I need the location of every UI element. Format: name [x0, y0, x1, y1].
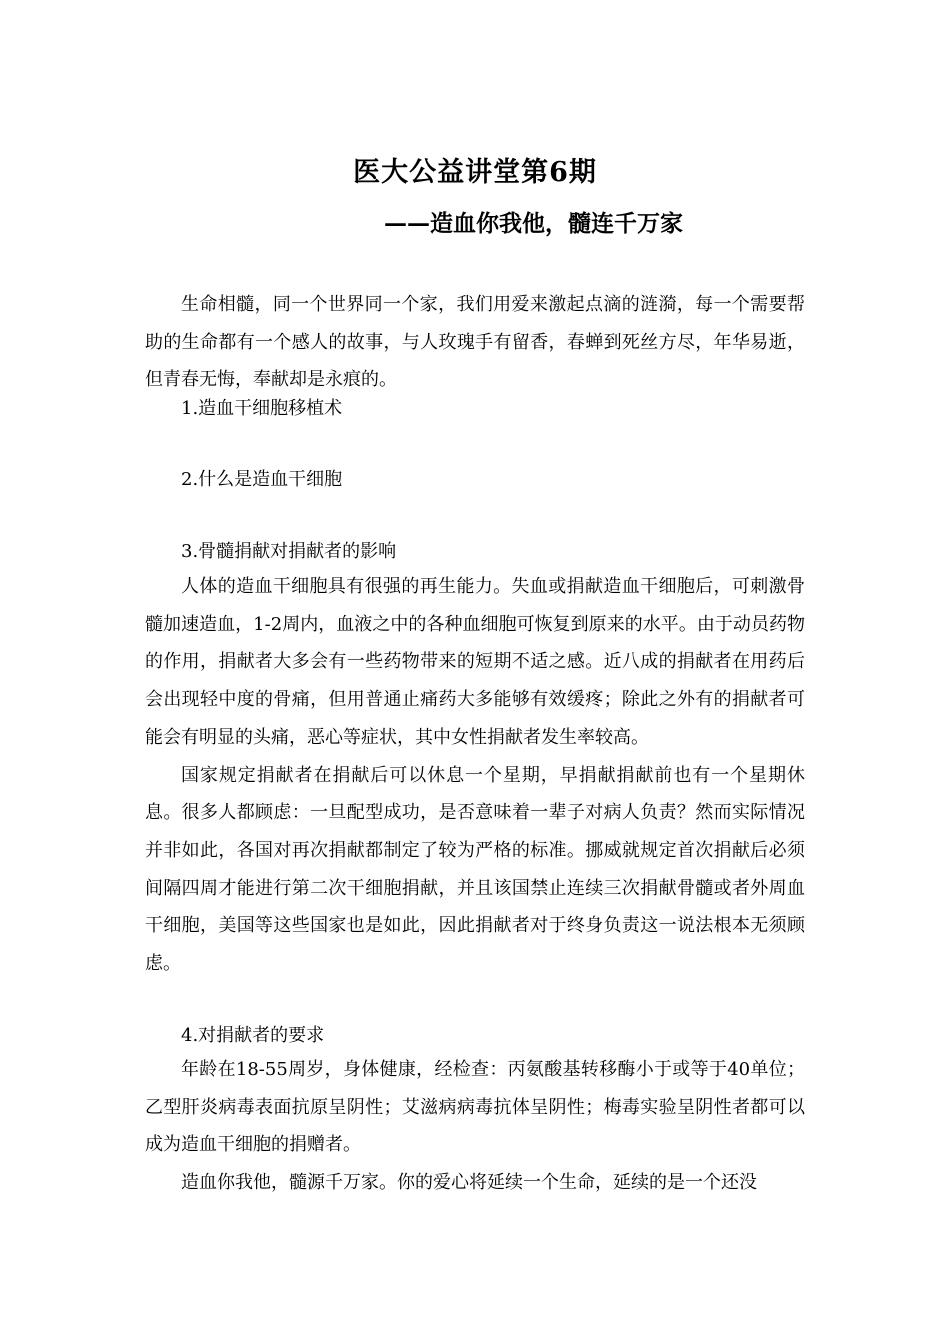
section-heading-4: 4.对捐献者的要求: [181, 1025, 325, 1046]
section-heading-3: 3.骨髓捐献对捐献者的影响: [181, 541, 397, 562]
section-4-body: [145, 1051, 805, 1202]
section-heading-1: 1.造血干细胞移植术: [181, 398, 343, 419]
intro-block: [145, 286, 805, 399]
section-3-paragraph-2: 国家规定捐献者在捐献后可以休息一个星期，早捐献捐献前也有一个星期休息。很多人都顾虑：一旦配型成功，是否意味着一辈子对病人负责？然而实际情况并非如此，各国对再次捐献都制定了较为严格的标准。挪威就规定首次捐献后必须间隔四周才能进行第二次干细胞捐献，并且该国禁止连续三次捐献骨髓或者外周血干细胞，美国等这些国家也是如此，因此捐献者对于终身负责这一说法根本无须顾虑。: [145, 764, 805, 975]
intro-paragraph: 生命相髓，同一个世界同一个家，我们用爱来激起点滴的涟漪，每一个需要帮助的生命都有一个感人的故事，与人玫瑰手有留香，春蝉到死丝方尽，年华易逝，但青春无悔，奉献却是永痕的。: [145, 294, 805, 391]
section-4-paragraph-2: 造血你我他，髓源千万家。你的爱心将延续一个生命，延续的是一个还没: [181, 1172, 757, 1194]
page-subtitle: ——造血你我他，髓连千万家: [384, 210, 683, 237]
section-heading-2: 2.什么是造血干细胞: [181, 469, 343, 490]
section-3-paragraph-1: 人体的造血干细胞具有很强的再生能力。失血或捐献造血干细胞后，可刺激骨髓加速造血，1-2周内，血液之中的各种血细胞可恢复到原来的水平。由于动员药物的作用，捐献者大多会有一些药物带来的短期不适之感。近八成的捐献者在用药后会出现轻中度的骨痛，但用普通止痛药大多能够有效缓疼；除此之外有的捐献者可能会有明显的头痛，恶心等症状，其中女性捐献者发生率较高。: [145, 576, 805, 748]
section-3-body: [145, 568, 805, 983]
page-title: 医大公益讲堂第6期: [353, 157, 597, 188]
section-4-paragraph-1: 年龄在18-55周岁，身体健康，经检查：丙氨酸基转移酶小于或等于40单位；乙型肝炎病毒表面抗原呈阴性；艾滋病病毒抗体呈阴性；梅毒实验呈阴性者都可以成为造血干细胞的捐赠者。: [145, 1059, 805, 1156]
